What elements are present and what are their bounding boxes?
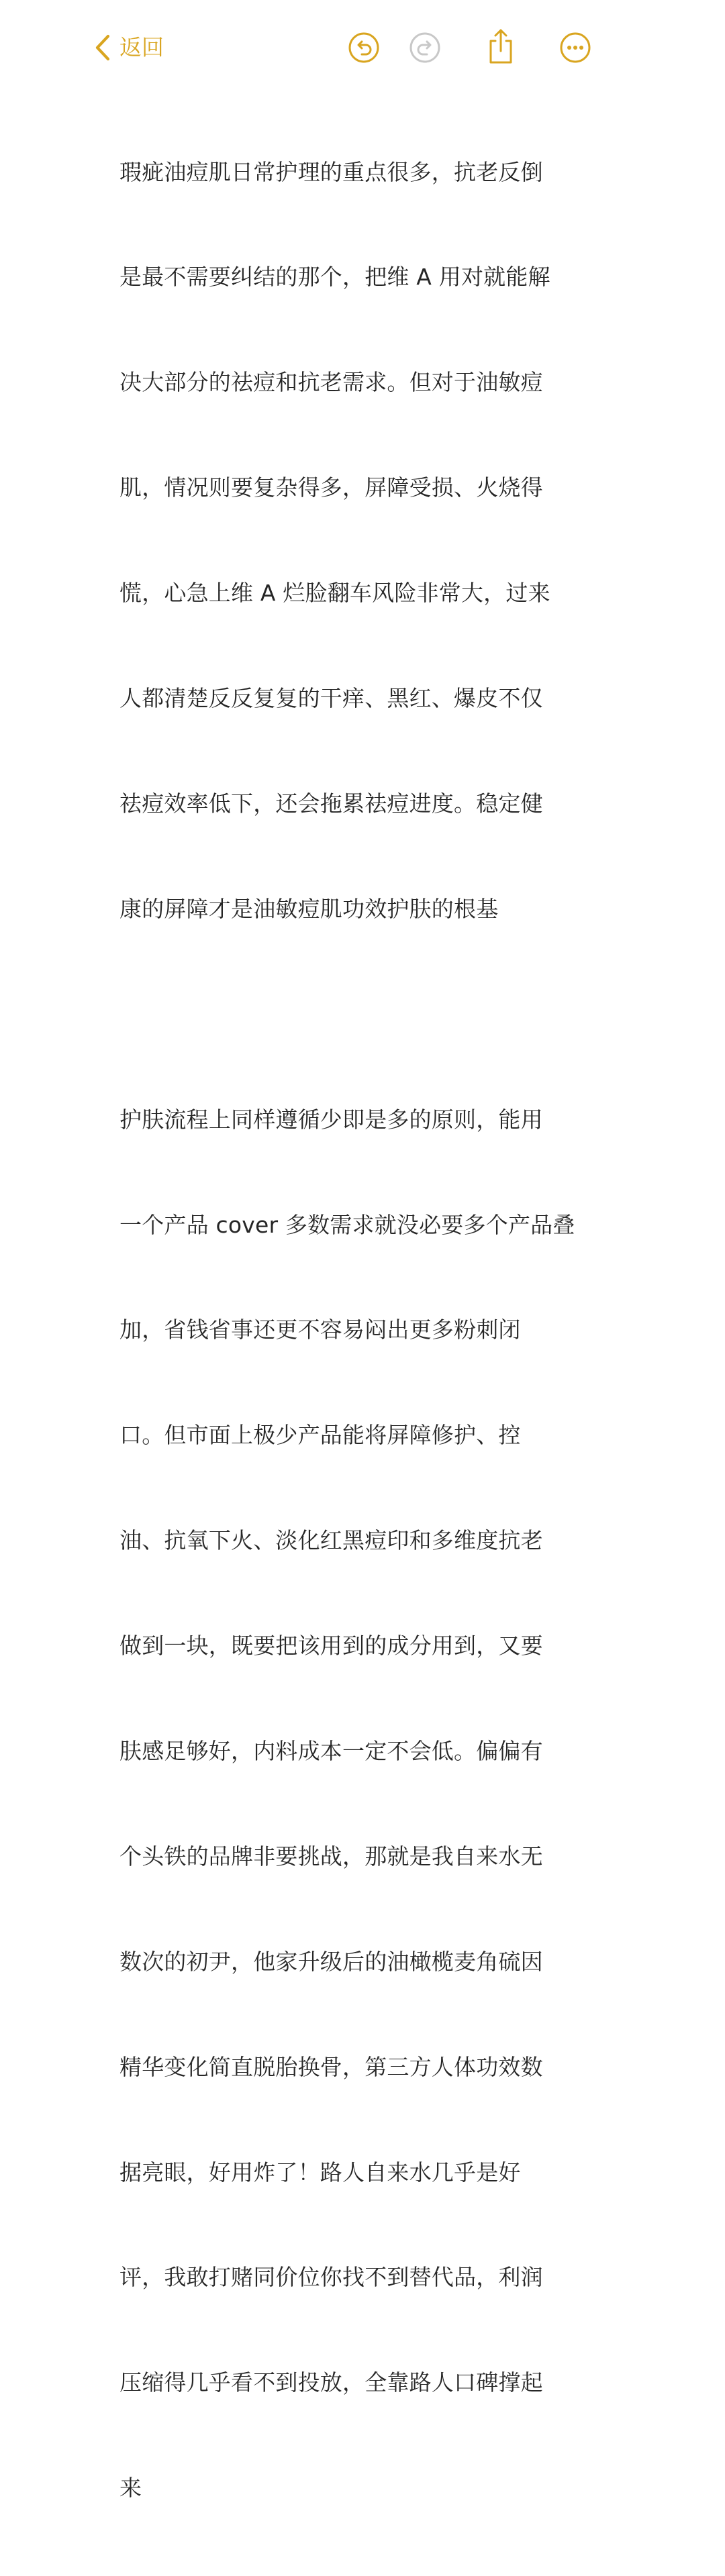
note-line: 精华变化简直脱胎换骨，第三方人体功效数: [119, 2053, 543, 2080]
back-button[interactable]: [94, 32, 164, 63]
note-line: 口。但市面上极少产品能将屏障修护、控: [119, 1422, 521, 1449]
note-paragraph-2: [119, 1032, 589, 2576]
note-line: 是最不需要纠结的那个，把维 A 用对就能解: [119, 264, 550, 291]
note-line: 油、抗氧下火、淡化红黑痘印和多维度抗老: [119, 1527, 543, 1554]
chevron-left-icon: [94, 34, 111, 62]
note-line: 一个产品 cover 多数需求就没必要多个产品叠: [119, 1211, 575, 1238]
note-line: 来: [119, 2475, 142, 2502]
note-line: 评，我敢打赌同价位你找不到替代品，利润: [119, 2264, 543, 2291]
note-line: 祛痘效率低下，还会拖累祛痘进度。稳定健: [119, 790, 543, 817]
note-line: 做到一块，既要把该用到的成分用到，又要: [119, 1633, 543, 1659]
more-icon: [559, 32, 591, 64]
back-label: 返回: [119, 34, 164, 60]
note-line: 肌，情况则要复杂得多，屏障受损、火烧得: [119, 474, 543, 501]
note-line: 人都清楚反反复复的干痒、黑红、爆皮不仅: [119, 685, 543, 712]
share-button[interactable]: [485, 28, 517, 60]
note-line: 慌，心急上维 A 烂脸翻车风险非常大，过来: [119, 580, 550, 607]
note-line: 据亮眼，好用炸了！路人自来水几乎是好: [119, 2159, 521, 2185]
note-line: 个头铁的品牌非要挑战，那就是我自来水无: [119, 1843, 543, 1869]
note-paragraph-1: [119, 85, 589, 997]
note-line: 压缩得几乎看不到投放，全靠路人口碑撑起: [119, 2369, 543, 2396]
redo-icon: [409, 32, 441, 64]
more-button[interactable]: [559, 32, 591, 64]
notes-toolbar: [0, 0, 725, 94]
note-line: 肤感足够好，内料成本一定不会低。偏偏有: [119, 1737, 543, 1764]
note-line: 瑕疵油痘肌日常护理的重点很多，抗老反倒: [119, 158, 543, 185]
undo-button[interactable]: [348, 32, 380, 64]
paragraph-spacer: [119, 997, 589, 1032]
note-line: 康的屏障才是油敏痘肌功效护肤的根基: [119, 895, 499, 922]
undo-icon: [348, 32, 380, 64]
redo-button[interactable]: [409, 32, 441, 64]
note-line: 数次的初尹，他家升级后的油橄榄麦角硫因: [119, 1948, 543, 1975]
note-line: 加，省钱省事还更不容易闷出更多粉刺闭: [119, 1317, 521, 1343]
note-line: 决大部分的祛痘和抗老需求。但对于油敏痘: [119, 369, 543, 396]
note-body[interactable]: [119, 85, 589, 2576]
share-icon: [485, 28, 517, 64]
note-line: 护肤流程上同样遵循少即是多的原则，能用: [119, 1106, 543, 1133]
